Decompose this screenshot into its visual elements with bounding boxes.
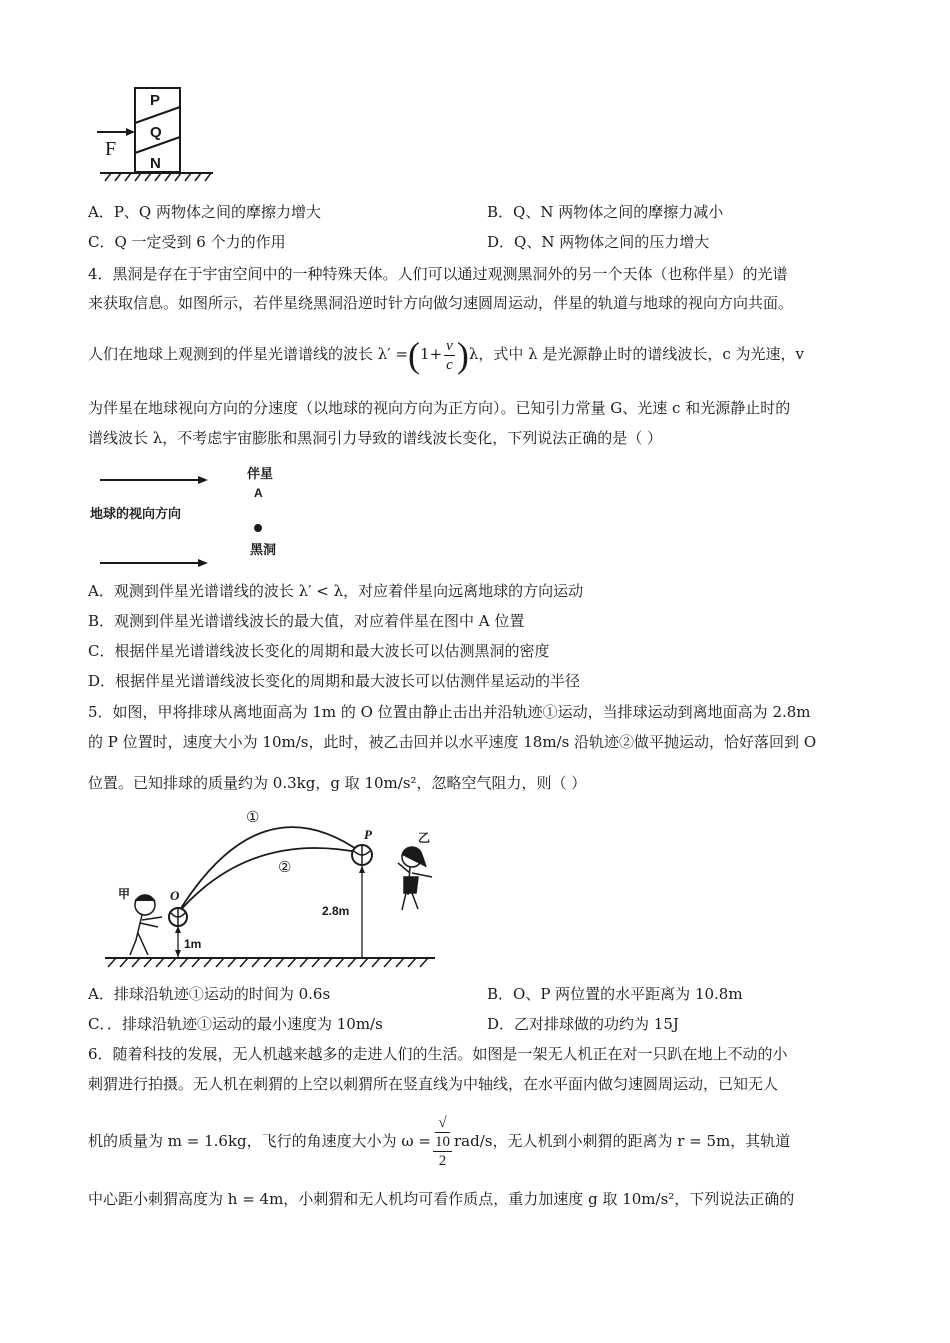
q5-line-2: 的 P 位置时，速度大小为 10m/s，此时，被乙击回并以水平速度 18m/s 沿轨迹②做平抛运动，恰好落回到 O: [88, 733, 817, 751]
q6-line-1: 6．随着科技的发展，无人机越来越多的走进人们的生活。如图是一架无人机正在对一只趴在地上不动的小: [88, 1045, 788, 1063]
label-line-of-sight: 地球的视向方向: [90, 506, 182, 521]
label-yi: 乙: [418, 831, 431, 845]
player-jia-icon: [130, 895, 162, 955]
q6-line-4: 中心距小刺猬高度为 h = 4m，小刺猬和无人机均可看作质点，重力加速度 g 取 10m/s²，下列说法正确的: [88, 1190, 795, 1208]
label-n: N: [150, 155, 161, 172]
q5-line-3: 位置。已知排球的质量约为 0.3kg，g 取 10m/s²，忽略空气阻力，则（ ）: [88, 774, 587, 792]
q4-line-3-tail: λ，式中 λ 是光源静止时的谱线波长，c 为光速，v: [468, 345, 805, 363]
q3-option-a: A．P、Q 两物体之间的摩擦力增大: [88, 203, 321, 221]
label-height-2-8m: 2.8m: [322, 904, 350, 918]
q6-fraction: √ 10 2: [434, 1115, 450, 1169]
q4-option-c: C．根据伴星光谱谱线波长变化的周期和最大波长可以估测黑洞的密度: [88, 642, 550, 660]
label-q: Q: [150, 124, 162, 141]
q3-option-c: C．Q 一定受到 6 个力的作用: [88, 233, 286, 251]
q4-line-5: 谱线波长 λ，不考虑宇宙膨胀和黑洞引力导致的谱线波长变化，下列说法正确的是（ ）: [88, 429, 663, 447]
q6-line-3-text: 机的质量为 m = 1.6kg，飞行的角速度大小为 ω =: [88, 1132, 431, 1150]
q6-line-3: [88, 1114, 790, 1170]
label-point-o: O: [170, 888, 180, 903]
label-f: F: [105, 138, 117, 160]
label-track-1: ①: [246, 809, 260, 826]
q5-line-1: 5．如图，甲将排球从离地面高为 1m 的 O 位置由静止击出并沿轨迹①运动，当排球运动到离地面高为 2.8m: [88, 703, 811, 721]
q4-line-4: 为伴星在地球视向方向的分速度（以地球的视向方向为正方向）。已知引力常量 G、光速 c 和光源静止时的: [88, 399, 791, 417]
q4-option-a: A．观测到伴星光谱谱线的波长 λ′ < λ，对应着伴星向远离地球的方向运动: [88, 582, 584, 600]
q6-line-3-tail: rad/s，无人机到小刺猬的距离为 r = 5m，其轨道: [453, 1132, 791, 1150]
q5-option-c: C．．排球沿轨迹①运动的最小速度为 10m/s: [88, 1015, 383, 1033]
q4-line-1: 4．黑洞是存在于宇宙空间中的一种特殊天体。人们可以通过观测黑洞外的另一个天体（也称伴星）的光谱: [88, 265, 788, 283]
q4-option-b: B．观测到伴星光谱谱线波长的最大值，对应着伴星在图中 A 位置: [88, 612, 525, 630]
label-p: P: [150, 92, 161, 109]
q4-option-d: D．根据伴星光谱谱线波长变化的周期和最大波长可以估测伴星运动的半径: [88, 672, 581, 690]
label-point-p: P: [364, 827, 372, 842]
q4-line-3: 人们在地球上观测到的伴星光谱谱线的波长 λ′ =(1+ $\frac{v}{c}$ )λ，式中 λ 是光源静止时的谱线波长，c 为光速，v: [88, 335, 805, 375]
label-height-1m: 1m: [184, 937, 202, 951]
q3-option-b: B．Q、N 两物体之间的摩擦力减小: [487, 203, 724, 221]
q6-line-2: 刺猬进行拍摄。无人机在刺猬的上空以刺猬所在竖直线为中轴线，在水平面内做匀速圆周运动，已知无人: [88, 1075, 779, 1093]
q4-line-3-text: 人们在地球上观测到的伴星光谱谱线的波长 λ′ =: [88, 345, 409, 363]
q5-option-a: A．排球沿轨迹①运动的时间为 0.6s: [88, 985, 331, 1003]
label-track-2: ②: [278, 859, 292, 876]
q4-line-2: 来获取信息。如图所示，若伴星绕黑洞沿逆时针方向做匀速圆周运动，伴星的轨道与地球的视向方向共面。: [88, 294, 794, 312]
figure-volleyball: [100, 805, 445, 975]
label-black-hole: 黑洞: [250, 542, 277, 557]
player-yi-icon: [398, 847, 432, 910]
q5-option-b: B．O、P 两位置的水平距离为 10.8m: [487, 985, 743, 1003]
label-companion: 伴星: [247, 466, 274, 481]
q5-option-d: D．乙对排球做的功约为 15J: [487, 1015, 679, 1033]
label-jia: 甲: [118, 887, 131, 901]
q3-option-d: D．Q、N 两物体之间的压力增大: [487, 233, 710, 251]
label-position-a: A: [254, 486, 263, 500]
q4-fraction: $\frac{v}{c}$: [446, 337, 453, 373]
